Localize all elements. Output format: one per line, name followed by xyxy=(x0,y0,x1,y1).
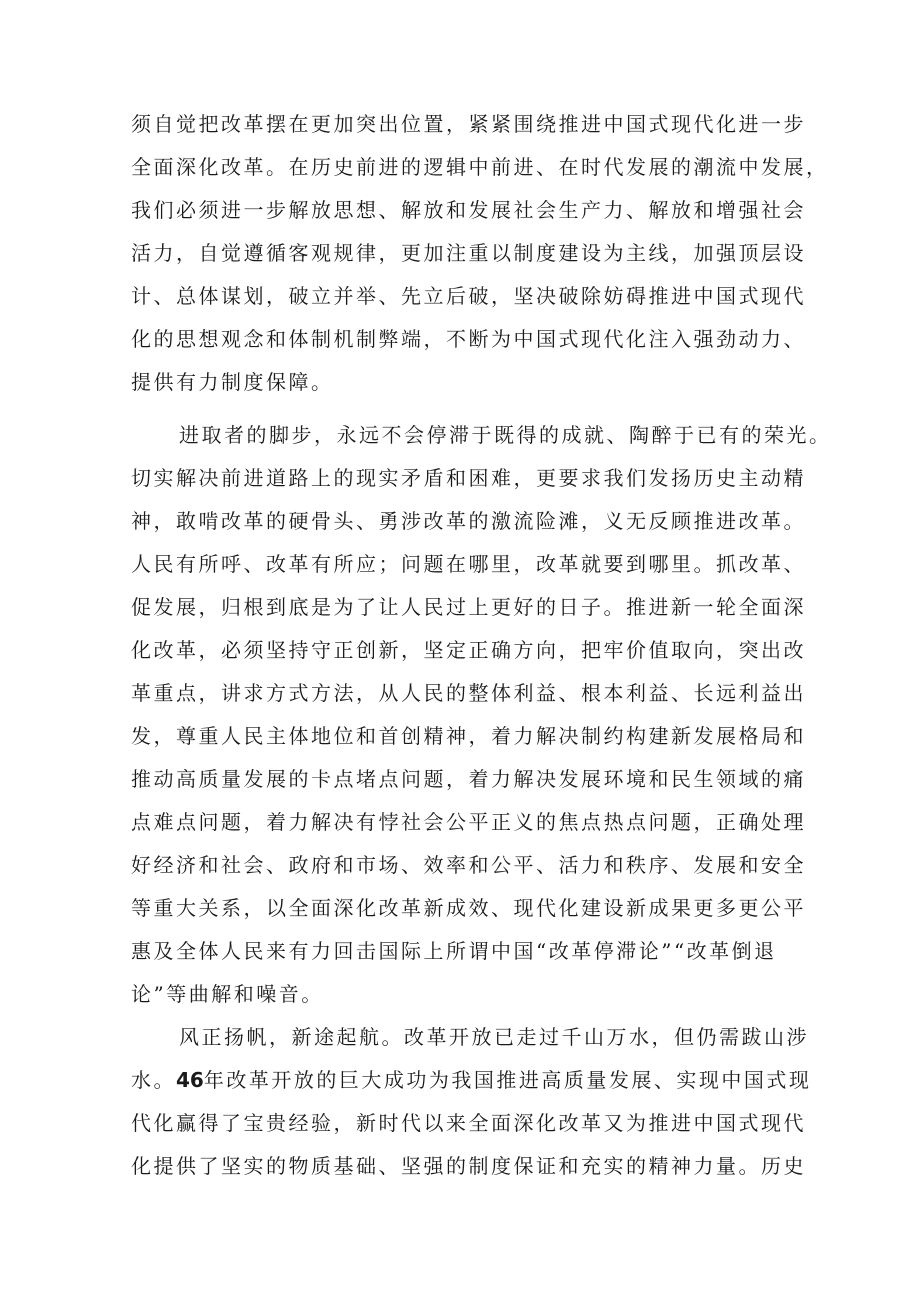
paragraph-line: 计、总体谋划，破立并举、先立后破，坚决破除妨碍推进中国式现代 xyxy=(131,284,806,308)
paragraph-line: 活力，自觉遵循客观规律，更加注重以制度建设为主线，加强顶层设 xyxy=(131,241,806,265)
paragraph-line: 全面深化改革。在历史前进的逻辑中前进、在时代发展的潮流中发展， xyxy=(131,155,829,179)
paragraph-line: 惠及全体人民来有力回击国际上所谓中国“改革停滞论”“改革倒退 xyxy=(131,939,777,963)
paragraph-line: 发，尊重人民主体地位和首创精神，着力解决制约构建新发展格局和 xyxy=(131,724,806,748)
paragraph-line-start: 水。 xyxy=(131,1068,176,1092)
year-number: 46 xyxy=(176,1068,204,1092)
paragraph-line: 神，敢啃改革的硬骨头、勇涉改革的激流险滩，义无反顾推进改革。 xyxy=(131,509,806,533)
paragraph-line: 我们必须进一步解放思想、解放和发展社会生产力、解放和增强社会 xyxy=(131,198,806,222)
paragraph-line: 化提供了坚实的物质基础、坚强的制度保证和充实的精神力量。历史 xyxy=(131,1154,806,1178)
paragraph-3 xyxy=(131,1016,812,1188)
paragraph-line: 化的思想观念和体制机制弊端，不断为中国式现代化注入强劲动力、 xyxy=(131,327,806,351)
paragraph-line xyxy=(131,1059,812,1102)
paragraph-line: 切实解决前进道路上的现实矛盾和困难，更要求我们发扬历史主动精 xyxy=(131,466,806,490)
paragraph-1 xyxy=(131,103,829,404)
paragraph-line: 革重点，讲求方式方法，从人民的整体利益、根本利益、长远利益出 xyxy=(131,681,806,705)
paragraph-line: 论”等曲解和噪音。 xyxy=(131,982,324,1006)
paragraph-line: 化改革，必须坚持守正创新，坚定正确方向，把牢价值取向，突出改 xyxy=(131,638,806,662)
paragraph-line: 须自觉把改革摆在更加突出位置，紧紧围绕推进中国式现代化进一步 xyxy=(131,112,806,136)
paragraph-line: 代化赢得了宝贵经验，新时代以来全面深化改革又为推进中国式现代 xyxy=(131,1111,806,1135)
paragraph-line: 促发展，归根到底是为了让人民过上更好的日子。推进新一轮全面深 xyxy=(131,595,806,619)
paragraph-line: 进取者的脚步，永远不会停滞于既得的成就、陶醉于已有的荣光。 xyxy=(179,423,832,447)
paragraph-line: 推动高质量发展的卡点堵点问题，着力解决发展环境和民生领域的痛 xyxy=(131,767,806,791)
paragraph-line: 风正扬帆，新途起航。改革开放已走过千山万水，但仍需跋山涉 xyxy=(179,1025,809,1049)
paragraph-line-rest: 年改革开放的巨大成功为我国推进高质量发展、实现中国式现 xyxy=(203,1068,812,1092)
paragraph-line: 等重大关系，以全面深化改革新成效、现代化建设新成果更多更公平 xyxy=(131,896,806,920)
paragraph-line: 提供有力制度保障。 xyxy=(131,370,334,394)
paragraph-2 xyxy=(131,414,832,1016)
paragraph-line: 人民有所呼、改革有所应；问题在哪里，改革就要到哪里。抓改革、 xyxy=(131,552,806,576)
paragraph-line: 好经济和社会、政府和市场、效率和公平、活力和秩序、发展和安全 xyxy=(131,853,806,877)
paragraph-line: 点难点问题，着力解决有悖社会公平正义的焦点热点问题，正确处理 xyxy=(131,810,806,834)
